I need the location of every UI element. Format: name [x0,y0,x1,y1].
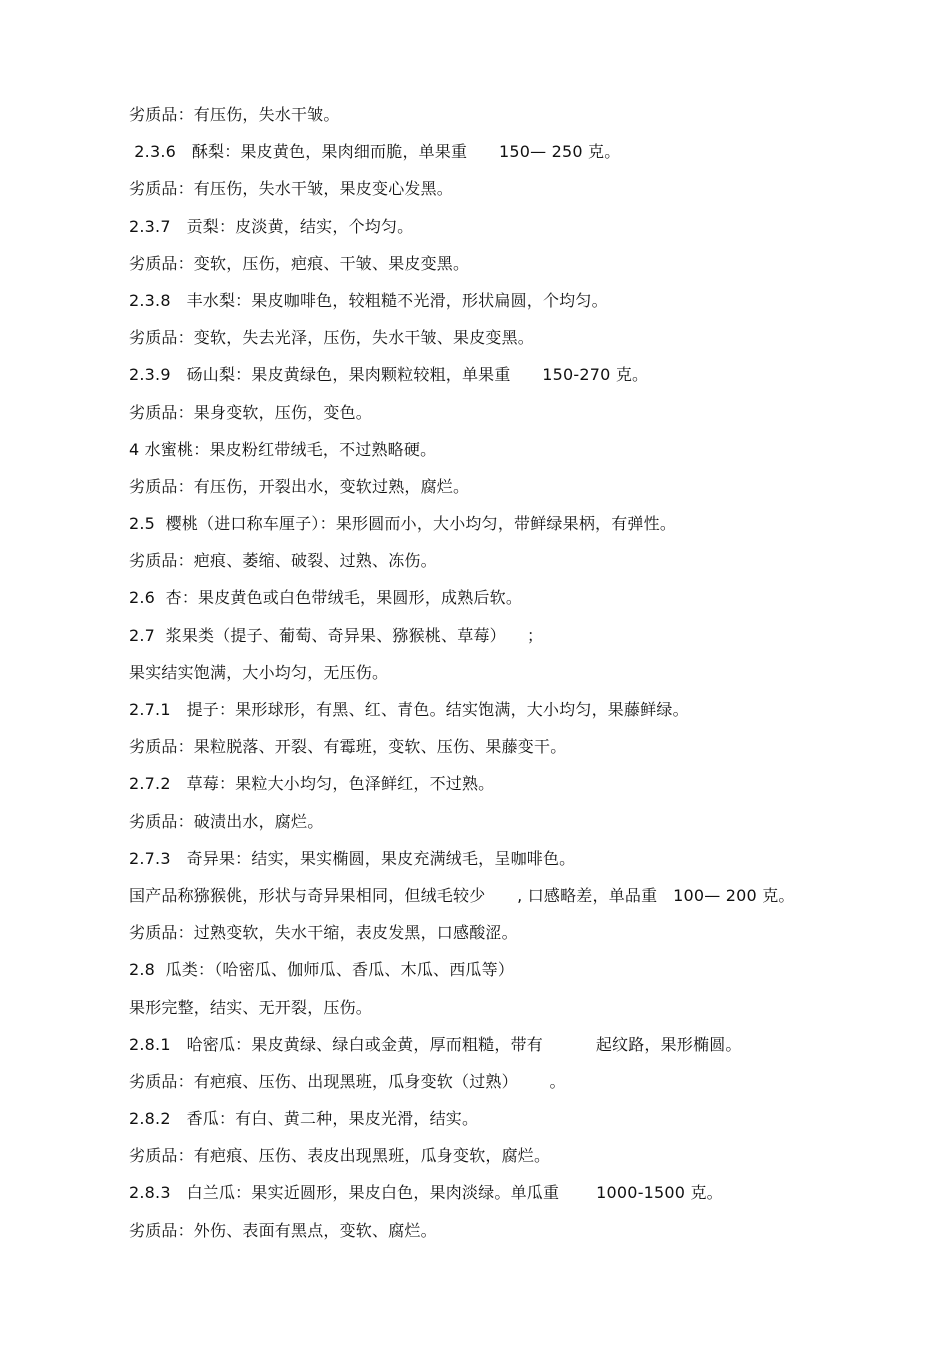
text-line: 劣质品：有疤痕、压伤、出现黑班，瓜身变软（过熟） 。 [129,1071,566,1091]
text-line: 2.3.7 贡梨：皮淡黄，结实，个均匀。 [129,216,414,236]
text-line: 果实结实饱满，大小均匀，无压伤。 [129,662,389,682]
text-line: 劣质品：果身变软，压伤，变色。 [129,402,373,422]
text-line: 2.8.1 哈密瓜：果皮黄绿、绿白或金黄，厚而粗糙，带有 起纹路，果形椭圆。 [129,1034,742,1054]
text-line: 2.6 杏：果皮黄色或白色带绒毛，果圆形，成熟后软。 [129,588,523,608]
text-line: 2.3.9 砀山梨：果皮黄绿色，果肉颗粒较粗，单果重 150-270 克。 [129,365,649,385]
text-line: 2.5 樱桃（进口称车厘子）：果形圆而小，大小均匀，带鲜绿果柄，有弹性。 [129,514,677,534]
text-line: 2.7 浆果类（提子、葡萄、奇异果、猕猴桃、草莓） ； [129,625,544,645]
text-line: 劣质品：有疤痕、压伤、表皮出现黑班，瓜身变软，腐烂。 [129,1146,551,1166]
text-line: 国产品称猕猴佻，形状与奇异果相同，但绒毛较少 , 口感略差，单品重 100— 200 克。 [129,885,795,905]
text-line: 劣质品：疤痕、萎缩、破裂、过熟、冻伤。 [129,551,437,571]
text-line: 劣质品：有压伤，失水干皱，果皮变心发黑。 [129,179,454,199]
text-line: 2.8.3 白兰瓜：果实近圆形，果皮白色，果肉淡绿。单瓜重 1000-1500 克。 [129,1183,723,1203]
text-line: 2.8.2 香瓜：有白、黄二种，果皮光滑，结实。 [129,1109,479,1129]
text-line: 2.3.6 酥梨：果皮黄色，果肉细而脆，单果重 150— 250 克。 [129,142,621,162]
text-line: 2.7.3 奇异果：结实，果实椭圆，果皮充满绒毛，呈咖啡色。 [129,848,576,868]
text-line: 劣质品：有压伤，开裂出水，变软过熟，腐烂。 [129,476,470,496]
text-line: 劣质品：外伤、表面有黑点，变软、腐烂。 [129,1220,437,1240]
text-line: 劣质品：破渍出水，腐烂。 [129,811,324,831]
text-line: 4 水蜜桃：果皮粉红带绒毛，不过熟略硬。 [129,439,437,459]
text-line: 劣质品：果粒脱落、开裂、有霉班，变软、压伤、果藤变干。 [129,737,567,757]
text-line: 劣质品：有压伤，失水干皱。 [129,105,340,124]
text-line: 2.7.2 草莓：果粒大小均匀，色泽鲜红，不过熟。 [129,774,495,794]
text-line: 果形完整，结实、无开裂，压伤。 [129,997,373,1017]
text-line: 2.3.8 丰水梨：果皮咖啡色，较粗糙不光滑，形状扁圆，个均匀。 [129,290,608,310]
text-line: 2.7.1 提子：果形球形，有黑、红、青色。结实饱满，大小均匀，果藤鲜绿。 [129,700,689,719]
text-line: 2.8 瓜类：（哈密瓜、伽师瓜、香瓜、木瓜、西瓜等） [129,960,515,980]
text-line: 劣质品：过熟变软，失水干缩，表皮发黑，口感酸涩。 [129,923,518,943]
document-body [129,96,919,1249]
text-line: 劣质品：变软，失去光泽，压伤，失水干皱、果皮变黑。 [129,328,535,348]
text-line: 劣质品：变软，压伤，疤痕、干皱、果皮变黑。 [129,253,470,273]
